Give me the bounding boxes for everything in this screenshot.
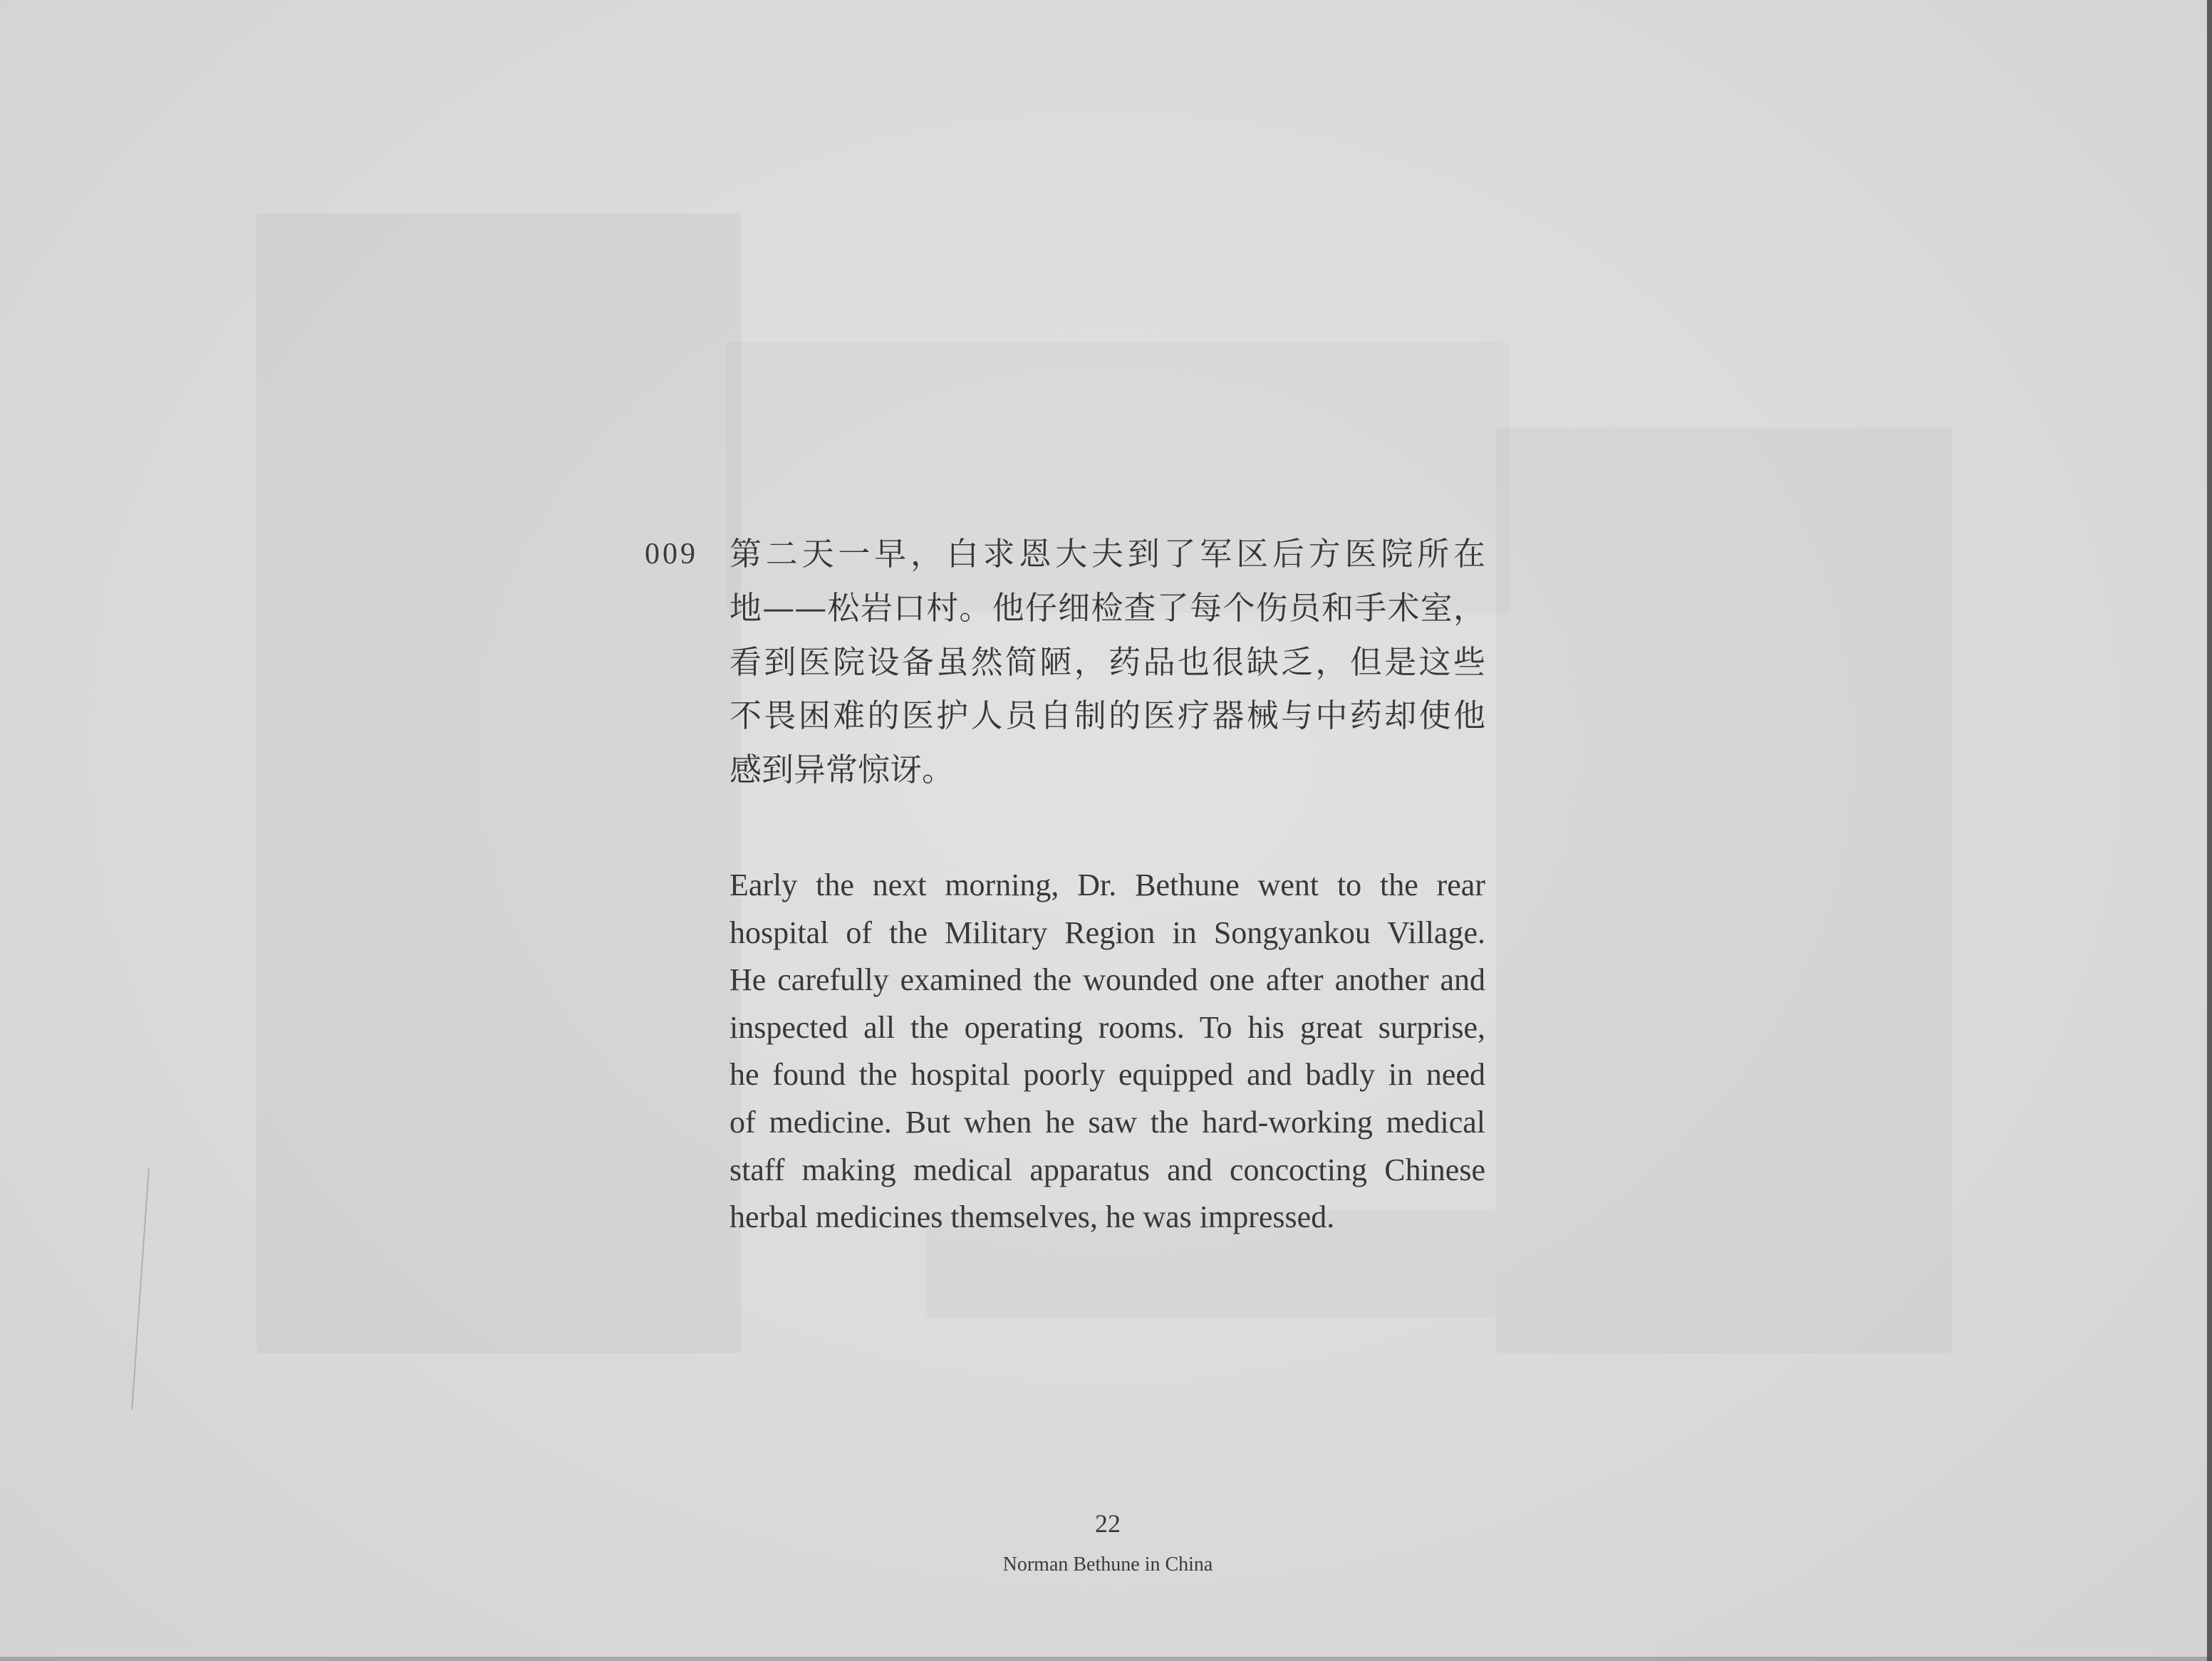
- page-curl-line: [131, 1168, 150, 1410]
- chinese-caption-line: 第二天一早，白求恩大夫到了军区后方医院所在: [729, 535, 1485, 573]
- english-caption: [729, 862, 1485, 1241]
- chinese-caption-line: 地——松岩口村。他仔细检查了每个伤员和手术室，: [729, 588, 1485, 627]
- chinese-caption-line: 感到异常惊讶。: [729, 751, 955, 788]
- page-number: 22: [1095, 1509, 1121, 1538]
- entry-number: 009: [645, 538, 698, 571]
- bleed-through-shadow: [256, 214, 741, 1353]
- english-caption-line: He carefully examined the wounded one after another and: [729, 962, 1485, 998]
- english-caption-line: herbal medicines themselves, he was impressed.: [729, 1199, 1335, 1235]
- bleed-through-shadow: [1496, 427, 1952, 1353]
- english-caption-line: he found the hospital poorly equipped and badly in need: [729, 1057, 1485, 1093]
- english-caption-line: of medicine. But when he saw the hard-working medical: [729, 1104, 1485, 1140]
- english-caption-line: inspected all the operating rooms. To his great surprise,: [729, 1009, 1485, 1045]
- page-edge-right: [2207, 0, 2212, 1661]
- english-caption-line: staff making medical apparatus and concocting Chinese: [729, 1152, 1485, 1187]
- running-footer-title: Norman Bethune in China: [1002, 1553, 1213, 1576]
- page-edge-bottom: [0, 1657, 2212, 1661]
- chinese-caption-line: 不畏困难的医护人员自制的医疗器械与中药却使他: [729, 697, 1485, 735]
- chinese-caption-line: 看到医院设备虽然简陋，药品也很缺乏，但是这些: [729, 642, 1485, 681]
- english-caption-line: Early the next morning, Dr. Bethune went to the rear: [729, 868, 1485, 902]
- english-caption-line: hospital of the Military Region in Songyankou Village.: [729, 915, 1485, 950]
- chinese-caption: [729, 527, 1485, 797]
